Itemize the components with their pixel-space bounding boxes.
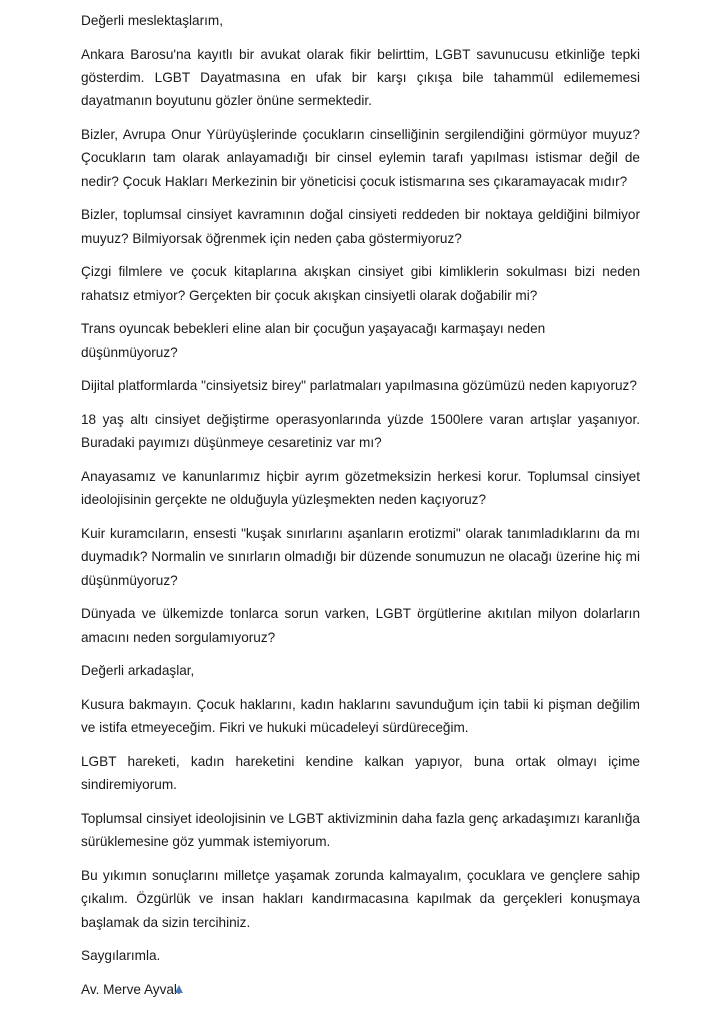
paragraph-14: Bu yıkımın sonuçlarını milletçe yaşamak zorunda kalmayalım, çocuklara ve gençlere sahip çıkalım. Özgürlük ve insan hakları kandırmacasına kapılmak da gerçekleri konuşmaya başlamak da sizin tercihiniz. [81,868,640,930]
paragraph-3: Bizler, toplumsal cinsiyet kavramının doğal cinsiyeti reddeden bir noktaya geldiğini bilmiyor muyuz? Bilmiyorsak öğrenmek için neden çaba göstermiyoruz? [81,207,640,246]
greeting: Değerli meslektaşlarım, [81,13,224,28]
paragraph-9: Kuir kuramcıların, ensesti "kuşak sınırlarını aşanların erotizmi" olarak tanımladıklarını da mı duymadık? Normalin ve sınırların olmadığı bir düzende sonumuzun ne olacağı üzerine hiç mi düşünmüyoruz? [81,526,640,588]
paragraph-1: Ankara Barosu'na kayıtlı bir avukat olarak fikir belirttim, LGBT savunucusu etkinliğe tepki gösterdim. LGBT Dayatmasına en ufak bir karşı çıkışa bile tahammül edilememesi dayatmanın boyutunu gözler önüne sermektedir. [81,46,640,109]
paragraph-12: LGBT hareketi, kadın hareketini kendine kalkan yapıyor, buna ortak olmayı içime sindiremiyorum. [81,754,640,793]
closing: Saygılarımla. [81,948,161,964]
greeting-2: Değerli arkadaşlar, [81,663,195,679]
paragraph-2: Bizler, Avrupa Onur Yürüyüşlerinde çocukların cinselliğinin sergilendiğini görmüyor muyuz? Çocukların tam olarak anlayamadığı bir cinsel eylemin tarafı yapılması istismar değil de nedir? Çocuk Hakları Merkezinin bir yöneticisi çocuk istismarına ses çıkaramayacak mıdır? [81,127,640,189]
paragraph-6: Dijital platformlarda "cinsiyetsiz birey" parlatmaları yapılmasına gözümüzü neden kapıyoruz? [81,378,637,394]
signature: Av. Merve Ayvalı [81,982,181,997]
paragraph-8: Anayasamız ve kanunlarımız hiçbir ayrım gözetmeksizin herkesi korur. Toplumsal cinsiyet ideolojisinin gerçekte ne olduğuyla yüzleşmekten neden kaçıyoruz? [81,469,640,508]
triangle-mark-icon [175,985,183,993]
paragraph-11: Kusura bakmayın. Çocuk haklarını, kadın haklarını savunduğum için tabii ki pişman değilim ve istifa etmeyeceğim. Fikri ve hukuki mücadeleyi sürdüreceğim. [81,697,640,736]
paragraph-7: 18 yaş altı cinsiyet değiştirme operasyonlarında yüzde 1500lere varan artışlar yaşanıyor. Buradaki payımızı düşünmeye cesaretiniz var mı? [81,412,640,451]
paragraph-13: Toplumsal cinsiyet ideolojisinin ve LGBT aktivizminin daha fazla genç arkadaşımızı karanlığa sürüklemesine göz yummak istemiyorum. [81,811,640,850]
paragraph-5: Trans oyuncak bebekleri eline alan bir çocuğun yaşayacağı karmaşayı neden düşünmüyoruz? [81,321,546,360]
paragraph-4: Çizgi filmlere ve çocuk kitaplarına akışkan cinsiyet gibi kimliklerin sokulması bizi neden rahatsız etmiyor? Gerçekten bir çocuk akışkan cinsiyetli olarak doğabilir mi? [81,264,640,303]
paragraph-10: Dünyada ve ülkemizde tonlarca sorun varken, LGBT örgütlerine akıtılan milyon dolarların amacını neden sorgulamıyoruz? [81,606,640,645]
letter-body [81,9,640,1012]
